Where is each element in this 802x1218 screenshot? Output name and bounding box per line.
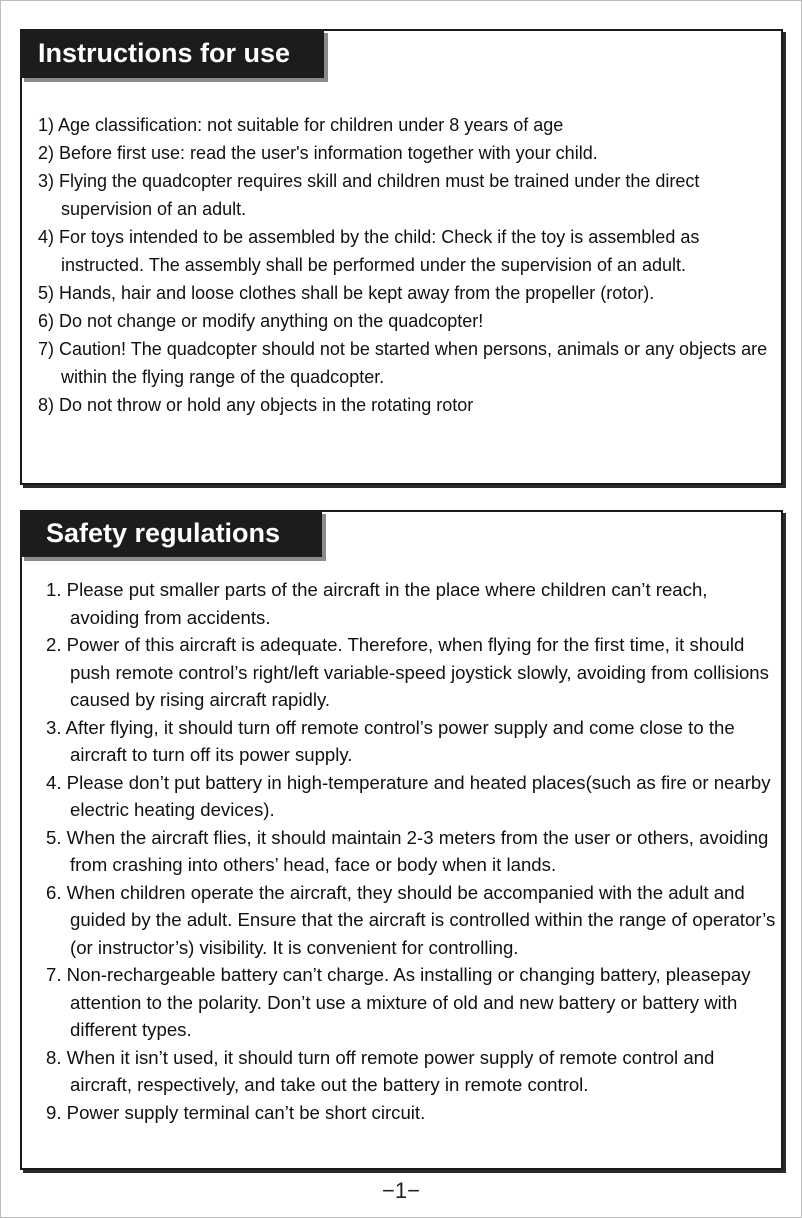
safety-item: 2. Power of this aircraft is adequate. Therefore, when flying for the first time, it should push remote control’s right/left variable-speed joystick slowly, avoiding from collisions caused by rising aircraft rapidly. (46, 634, 769, 710)
instruction-item: 7) Caution! The quadcopter should not be started when persons, animals or any objects are within the flying range of the quadcopter. (38, 339, 768, 387)
safety-item: 3. After flying, it should turn off remote control’s power supply and come close to the aircraft to turn off its power supply. (46, 716, 735, 765)
safety-item: 5. When the aircraft flies, it should maintain 2-3 meters from the user or others, avoiding from crashing into others’ head, face or body when it lands. (46, 826, 769, 875)
instruction-item: 6) Do not change or modify anything on the quadcopter! (38, 311, 484, 331)
safety-item: 6. When children operate the aircraft, they should be accompanied with the adult and guided by the adult. Ensure that the aircraft is controlled within the range of operator’s (or instructor’s) visibility. It is convenient for controlling. (46, 881, 776, 958)
instructions-list (38, 111, 778, 419)
page-number: −1− (382, 1178, 420, 1203)
safety-section (20, 510, 783, 1170)
instruction-item: 5) Hands, hair and loose clothes shall be kept away from the propeller (rotor). (38, 283, 655, 303)
safety-list (46, 576, 776, 1126)
instruction-item: 4) For toys intended to be assembled by the child: Check if the toy is assembled as instructed. The assembly shall be performed under the supervision of an adult. (38, 227, 700, 275)
instruction-item: 2) Before first use: read the user's information together with your child. (38, 143, 598, 163)
safety-item: 7. Non-rechargeable battery can’t charge. As installing or changing battery, pleasepay attention to the polarity. Don’t use a mixture of old and new battery or battery with different types. (46, 964, 751, 1040)
instructions-section (20, 29, 783, 485)
instructions-title: Instructions for use (20, 29, 324, 78)
instruction-item: 1) Age classification: not suitable for children under 8 years of age (38, 115, 564, 135)
safety-item: 8. When it isn’t used, it should turn off remote power supply of remote control and aircraft, respectively, and take out the battery in remote control. (46, 1046, 715, 1095)
safety-item: 9. Power supply terminal can’t be short circuit. (46, 1101, 426, 1123)
safety-item: 1. Please put smaller parts of the aircraft in the place where children can’t reach, avoiding from accidents. (46, 579, 708, 628)
safety-item: 4. Please don’t put battery in high-temperature and heated places(such as fire or nearby electric heating devices). (46, 771, 771, 820)
instruction-item: 3) Flying the quadcopter requires skill and children must be trained under the direct supervision of an adult. (38, 171, 700, 219)
instruction-item: 8) Do not throw or hold any objects in the rotating rotor (38, 395, 474, 415)
safety-title: Safety regulations (20, 510, 322, 557)
